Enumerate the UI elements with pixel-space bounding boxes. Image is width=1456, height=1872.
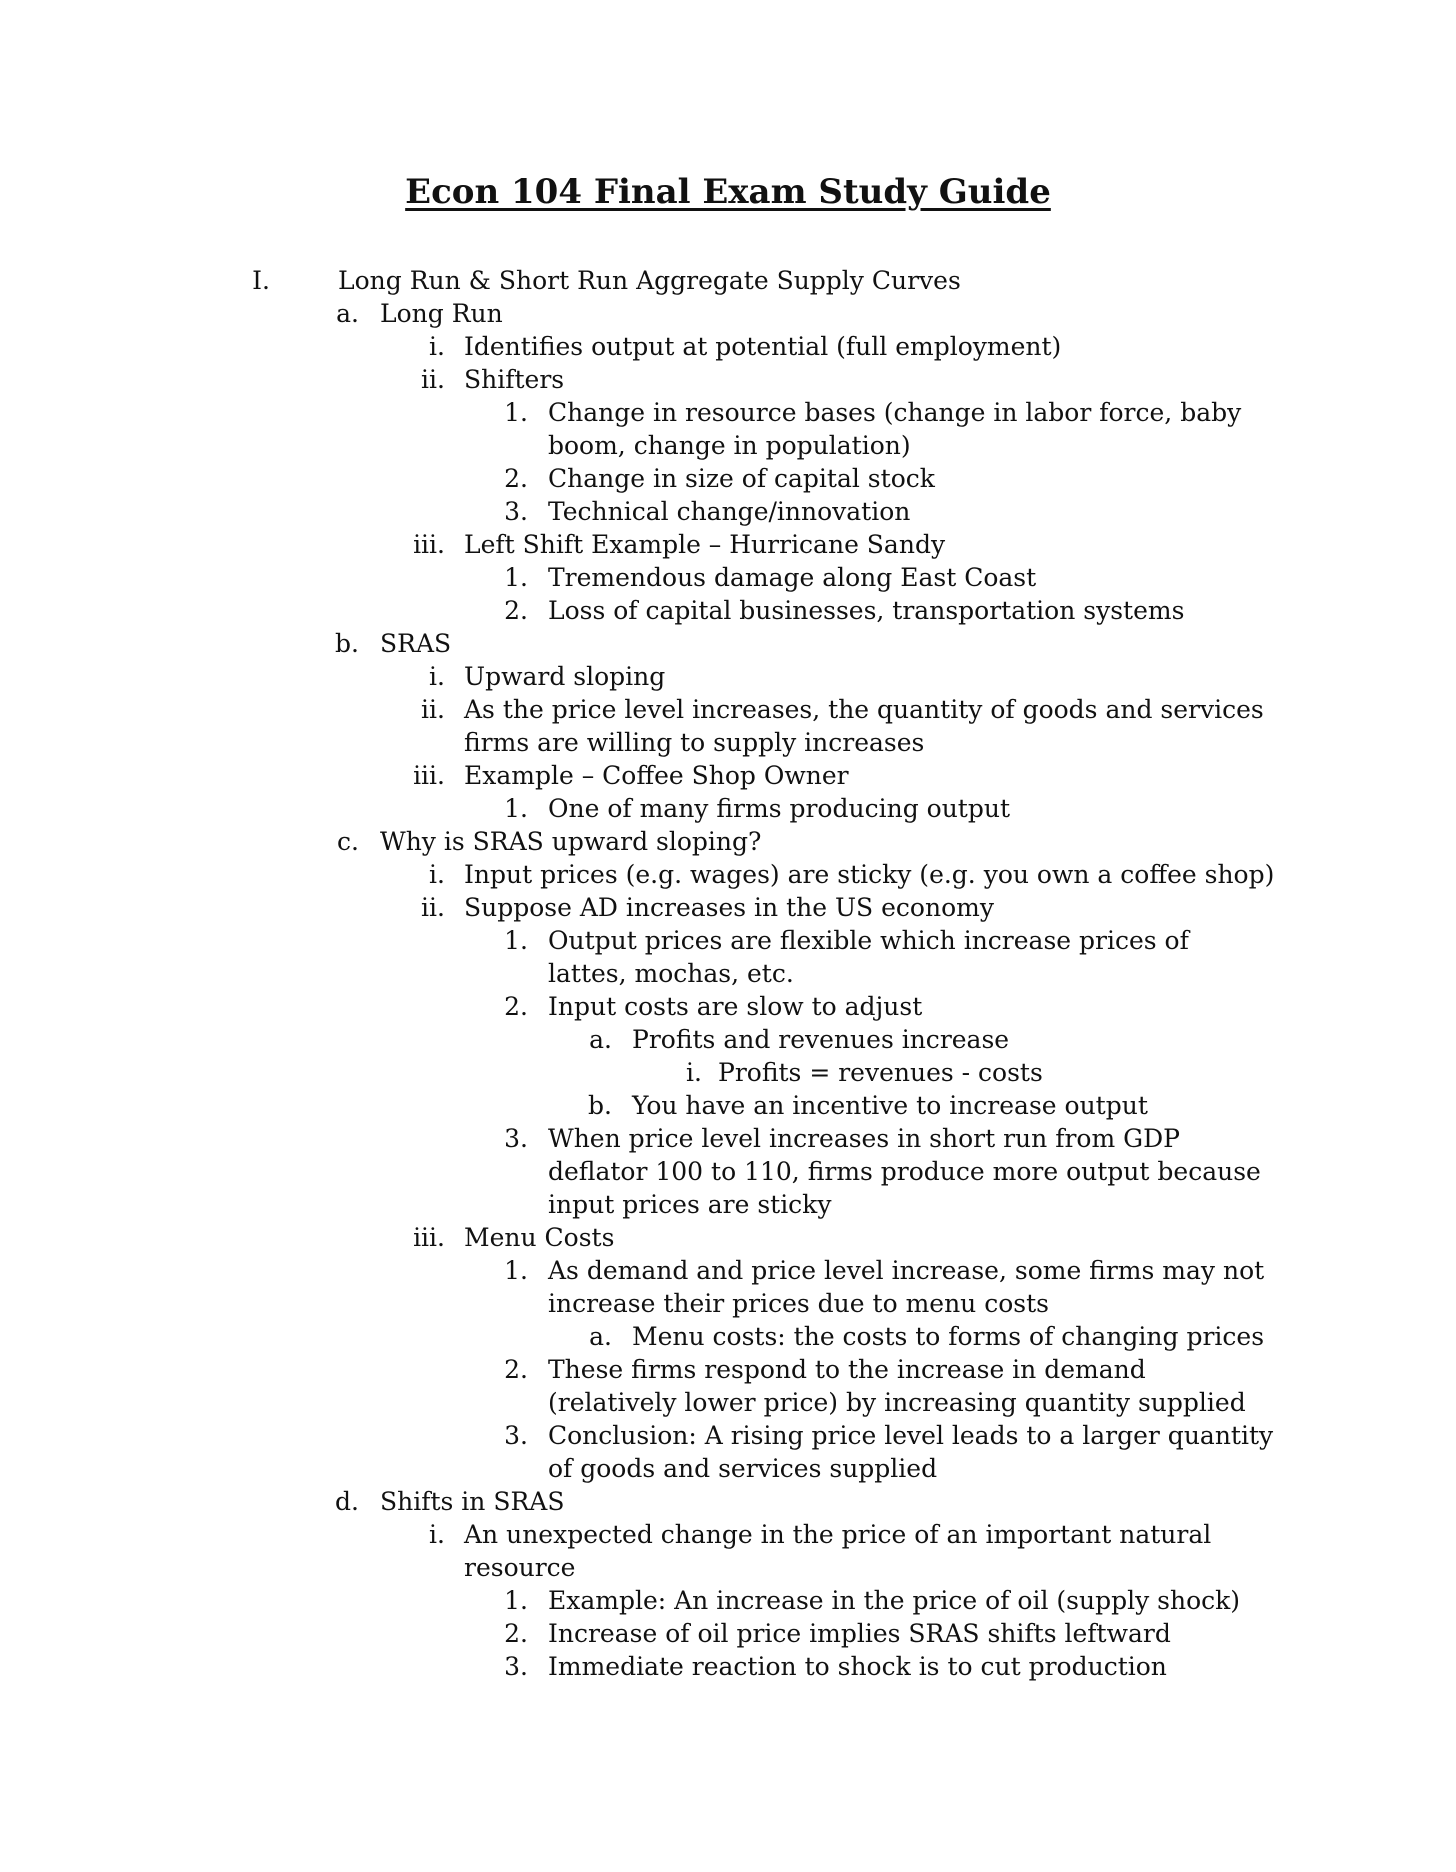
outline-text: (relatively lower price) by increasing quantity supplied bbox=[548, 1388, 1246, 1417]
outline-marker: 2. bbox=[504, 464, 528, 493]
page-title: Econ 104 Final Exam Study Guide bbox=[405, 172, 1051, 212]
outline-marker: 2. bbox=[504, 1355, 528, 1384]
outline-marker: 1. bbox=[504, 1586, 528, 1615]
outline-marker: 1. bbox=[504, 926, 528, 955]
outline-text: Why is SRAS upward sloping? bbox=[380, 827, 762, 856]
outline-marker: 3. bbox=[504, 1421, 528, 1450]
outline-marker: ii. bbox=[421, 365, 445, 394]
outline-text: Change in resource bases (change in labor force, baby bbox=[548, 398, 1242, 427]
outline-text: Loss of capital businesses, transportation systems bbox=[548, 596, 1185, 625]
outline-marker: I. bbox=[252, 266, 270, 295]
outline-text: Identifies output at potential (full employment) bbox=[464, 332, 1062, 361]
outline-marker: iii. bbox=[413, 530, 445, 559]
outline-text: Profits = revenues - costs bbox=[718, 1058, 1043, 1087]
outline-marker: ii. bbox=[421, 893, 445, 922]
outline-marker: i. bbox=[429, 332, 445, 361]
outline-marker: 2. bbox=[504, 596, 528, 625]
outline-text: An unexpected change in the price of an important natural bbox=[464, 1520, 1212, 1549]
outline-marker: 2. bbox=[504, 1619, 528, 1648]
outline-text: Long Run & Short Run Aggregate Supply Curves bbox=[338, 266, 961, 295]
outline-marker: 3. bbox=[504, 497, 528, 526]
outline-marker: a. bbox=[336, 299, 359, 328]
outline-text: As demand and price level increase, some firms may not bbox=[548, 1256, 1265, 1285]
outline-text: Profits and revenues increase bbox=[632, 1025, 1010, 1054]
outline-marker: a. bbox=[589, 1322, 612, 1351]
outline-text: lattes, mochas, etc. bbox=[548, 959, 794, 988]
outline-marker: i. bbox=[429, 860, 445, 889]
outline-marker: i. bbox=[429, 662, 445, 691]
outline-marker: c. bbox=[337, 827, 359, 856]
outline-marker: i. bbox=[686, 1058, 702, 1087]
outline-marker: d. bbox=[335, 1487, 359, 1516]
outline-text: Suppose AD increases in the US economy bbox=[464, 893, 994, 922]
outline-text: input prices are sticky bbox=[548, 1190, 832, 1219]
outline-text: increase their prices due to menu costs bbox=[548, 1289, 1049, 1318]
outline-text: Input prices (e.g. wages) are sticky (e.g. you own a coffee shop) bbox=[464, 860, 1275, 889]
outline-marker: b. bbox=[588, 1091, 612, 1120]
outline-marker: a. bbox=[589, 1025, 612, 1054]
outline-marker: 3. bbox=[504, 1652, 528, 1681]
outline-text: One of many firms producing output bbox=[548, 794, 1010, 823]
outline-text: As the price level increases, the quantity of goods and services bbox=[464, 695, 1264, 724]
outline-marker: 1. bbox=[504, 563, 528, 592]
outline-text: Immediate reaction to shock is to cut production bbox=[548, 1652, 1167, 1681]
outline-marker: iii. bbox=[413, 761, 445, 790]
outline-marker: 1. bbox=[504, 794, 528, 823]
outline-text: deflator 100 to 110, firms produce more output because bbox=[548, 1157, 1261, 1186]
outline-text: firms are willing to supply increases bbox=[464, 728, 925, 757]
outline-text: Output prices are flexible which increase prices of bbox=[548, 926, 1189, 955]
outline-text: Shifters bbox=[464, 365, 565, 394]
outline-marker: ii. bbox=[421, 695, 445, 724]
outline-text: When price level increases in short run from GDP bbox=[548, 1124, 1180, 1153]
outline-text: Change in size of capital stock bbox=[548, 464, 935, 493]
outline-marker: b. bbox=[335, 629, 359, 658]
outline-text: Menu costs: the costs to forms of changing prices bbox=[632, 1322, 1265, 1351]
outline-marker: 1. bbox=[504, 1256, 528, 1285]
outline-text: Increase of oil price implies SRAS shifts leftward bbox=[548, 1619, 1171, 1648]
outline-text: of goods and services supplied bbox=[548, 1454, 938, 1483]
outline-text: Conclusion: A rising price level leads to a larger quantity bbox=[548, 1421, 1274, 1450]
outline-text: Tremendous damage along East Coast bbox=[548, 563, 1037, 592]
outline-text: Left Shift Example – Hurricane Sandy bbox=[464, 530, 946, 559]
outline-text: Long Run bbox=[380, 299, 503, 328]
outline-marker: i. bbox=[429, 1520, 445, 1549]
outline-text: Example: An increase in the price of oil (supply shock) bbox=[548, 1586, 1241, 1615]
outline-marker: 3. bbox=[504, 1124, 528, 1153]
outline-text: Upward sloping bbox=[464, 662, 666, 691]
outline-marker: iii. bbox=[413, 1223, 445, 1252]
outline-text: boom, change in population) bbox=[548, 431, 911, 460]
outline-text: These firms respond to the increase in demand bbox=[548, 1355, 1146, 1384]
outline-marker: 2. bbox=[504, 992, 528, 1021]
outline-text: You have an incentive to increase output bbox=[632, 1091, 1148, 1120]
outline-marker: 1. bbox=[504, 398, 528, 427]
outline-text: resource bbox=[464, 1553, 576, 1582]
outline-text: Technical change/innovation bbox=[548, 497, 911, 526]
outline-text: Input costs are slow to adjust bbox=[548, 992, 923, 1021]
outline-text: Shifts in SRAS bbox=[380, 1487, 565, 1516]
outline-text: Menu Costs bbox=[464, 1223, 615, 1252]
outline-text: SRAS bbox=[380, 629, 452, 658]
outline-text: Example – Coffee Shop Owner bbox=[464, 761, 849, 790]
